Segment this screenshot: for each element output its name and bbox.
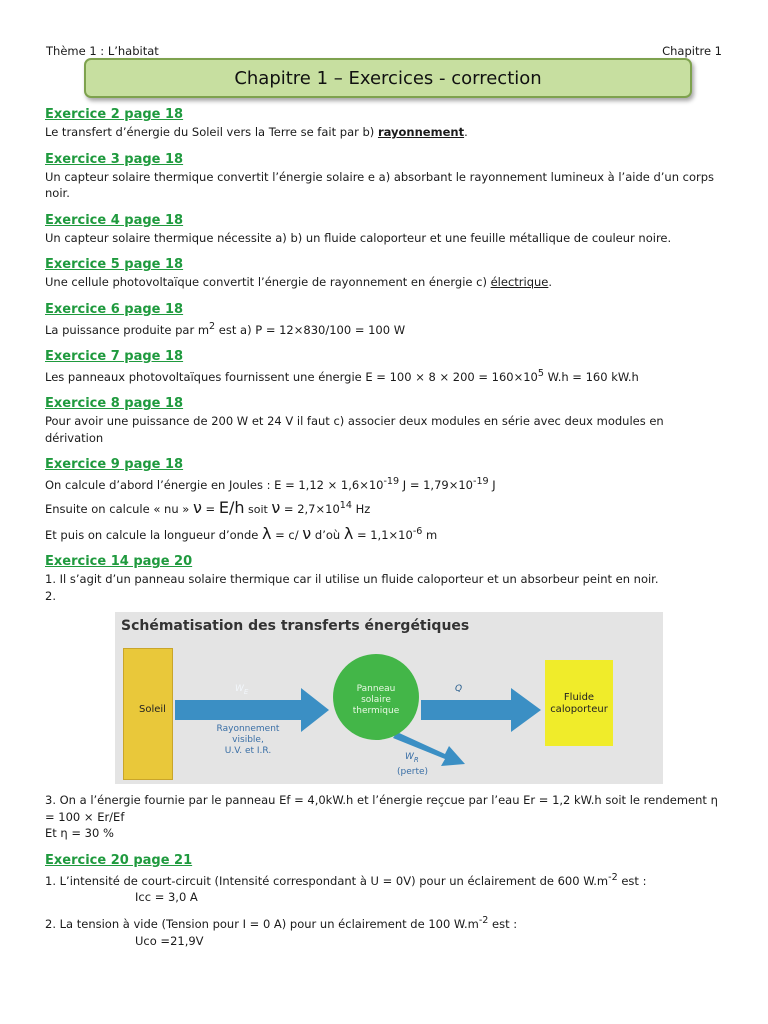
energy-line: On calcule d’abord l’énergie en Joules : $E = 1,12 \times 1,6\times 10^{-19}$ $J = 1,79\times 10^{-19}$ J (45, 476, 496, 492)
exercise-title: Exercice 5 page 18 (45, 257, 184, 272)
exercise-title: Exercice 4 page 18 (45, 212, 184, 228)
exercise-text: 2. La tension à vide (Tension pour I = 0 A) pour un éclairement de 100 $W.m^{-2}$ est : (45, 915, 518, 932)
page-title: Chapitre 1 – Exercices - correction (234, 67, 542, 89)
exercise-title: Exercice 2 page 18 (45, 107, 184, 122)
radiation-label: Rayonnement visible, U.V. et I.R. (216, 724, 280, 757)
exercise-2 (45, 106, 725, 141)
header-theme: Thème 1 : L’habitat (46, 44, 159, 58)
exercise-title: Exercice 9 page 18 (45, 457, 184, 473)
exercise-text: La puissance produite par $m^2$ est a) P = 12×830/100 = 100 W (45, 320, 406, 337)
exercise-text: Et η = 30 % (45, 826, 114, 841)
exercise-text: 2. (45, 588, 56, 603)
answer: électrique (490, 275, 549, 289)
result-value: Icc = 3,0 A (135, 889, 198, 904)
arrow-wr (393, 732, 465, 766)
exercise-title: Exercice 8 page 18 (45, 396, 184, 412)
we-label: $W_E$ (235, 684, 249, 696)
sun-label: Soleil (139, 704, 166, 716)
answer: rayonnement (377, 125, 465, 139)
wavelength-line: Et puis on calcule la longueur d’onde λ = c/ ν d’où $\lambda = 1,1\times 10^{-6}$ m (45, 523, 438, 543)
exercise-4 (45, 212, 725, 247)
exercise-title: Exercice 6 page 18 (45, 301, 184, 317)
frequency-line: Ensuite on calcule « nu » ν = E/h soit $\nu = 2,7\times 10^{14}$ Hz (45, 498, 371, 518)
exercise-text: 1. Il s’agit d’un panneau solaire thermique car il utilise un fluide caloporteur et un absorbeur peint en noir. (45, 572, 659, 587)
exercise-7 (45, 348, 725, 385)
exercise-text: Les panneaux photovoltaïques fournissent une énergie $E = 100 \times 8 \times 200 = 160\times 10^5$ W.h = 160 kW.h (45, 367, 639, 384)
loss-label: (perte) (397, 767, 429, 778)
wr-label: $W_R$ (405, 752, 419, 764)
exercise-text: Un capteur solaire thermique convertit l’énergie solaire e a) absorbant le rayonnement lumineux à l’aide d’un corps noir. (45, 169, 715, 200)
arrow-q (421, 688, 541, 732)
exercise-text: Une cellule photovoltaïque convertit l’énergie de rayonnement en énergie c) électrique. (45, 275, 553, 289)
exercise-5 (45, 256, 725, 291)
exercise-text: 1. L’intensité de court-circuit (Intensité correspondant à U = 0V) pour un éclairement de 600 $W.m^{-2}$ est : (45, 871, 647, 888)
exercise-8 (45, 395, 725, 446)
exercise-list (45, 106, 725, 959)
exercise-3 (45, 151, 725, 202)
exercise-text: 3. On a l’énergie fournie par le panneau Ef = 4,0kW.h et l’énergie reçcue par l’eau Er = 1,2 kW.h soit le rendement η = 100 × Er/Ef (45, 793, 718, 824)
exercise-20 (45, 852, 725, 950)
result-value: Uco =21,9V (135, 933, 204, 948)
panel-label: Panneau solaire thermique (352, 684, 400, 717)
exercise-text: Pour avoir une puissance de 200 W et 24 V il faut c) associer deux modules en série avec deux modules en dérivation (45, 414, 664, 445)
exercise-text: Un capteur solaire thermique nécessite a) b) un fluide caloporteur et une feuille métallique de couleur noire. (45, 230, 672, 245)
fluid-label: Fluide caloporteur (550, 692, 608, 716)
exercise-title: Exercice 20 page 21 (45, 852, 193, 868)
exercise-title: Exercice 3 page 18 (45, 151, 184, 167)
exercise-14 (45, 553, 725, 842)
diagram-title: Schématisation des transferts énergétiques (121, 618, 470, 635)
title-banner (84, 58, 692, 98)
energy-transfer-diagram (115, 612, 663, 784)
exercise-9 (45, 456, 725, 543)
exercise-title: Exercice 7 page 18 (45, 348, 184, 364)
header-chapter: Chapitre 1 (662, 44, 722, 58)
exercise-6 (45, 301, 725, 338)
exercise-title: Exercice 14 page 20 (45, 554, 193, 570)
q-label: Q (455, 684, 463, 695)
exercise-text: Le transfert d’énergie du Soleil vers la Terre se fait par b) rayonnement. (45, 125, 468, 139)
